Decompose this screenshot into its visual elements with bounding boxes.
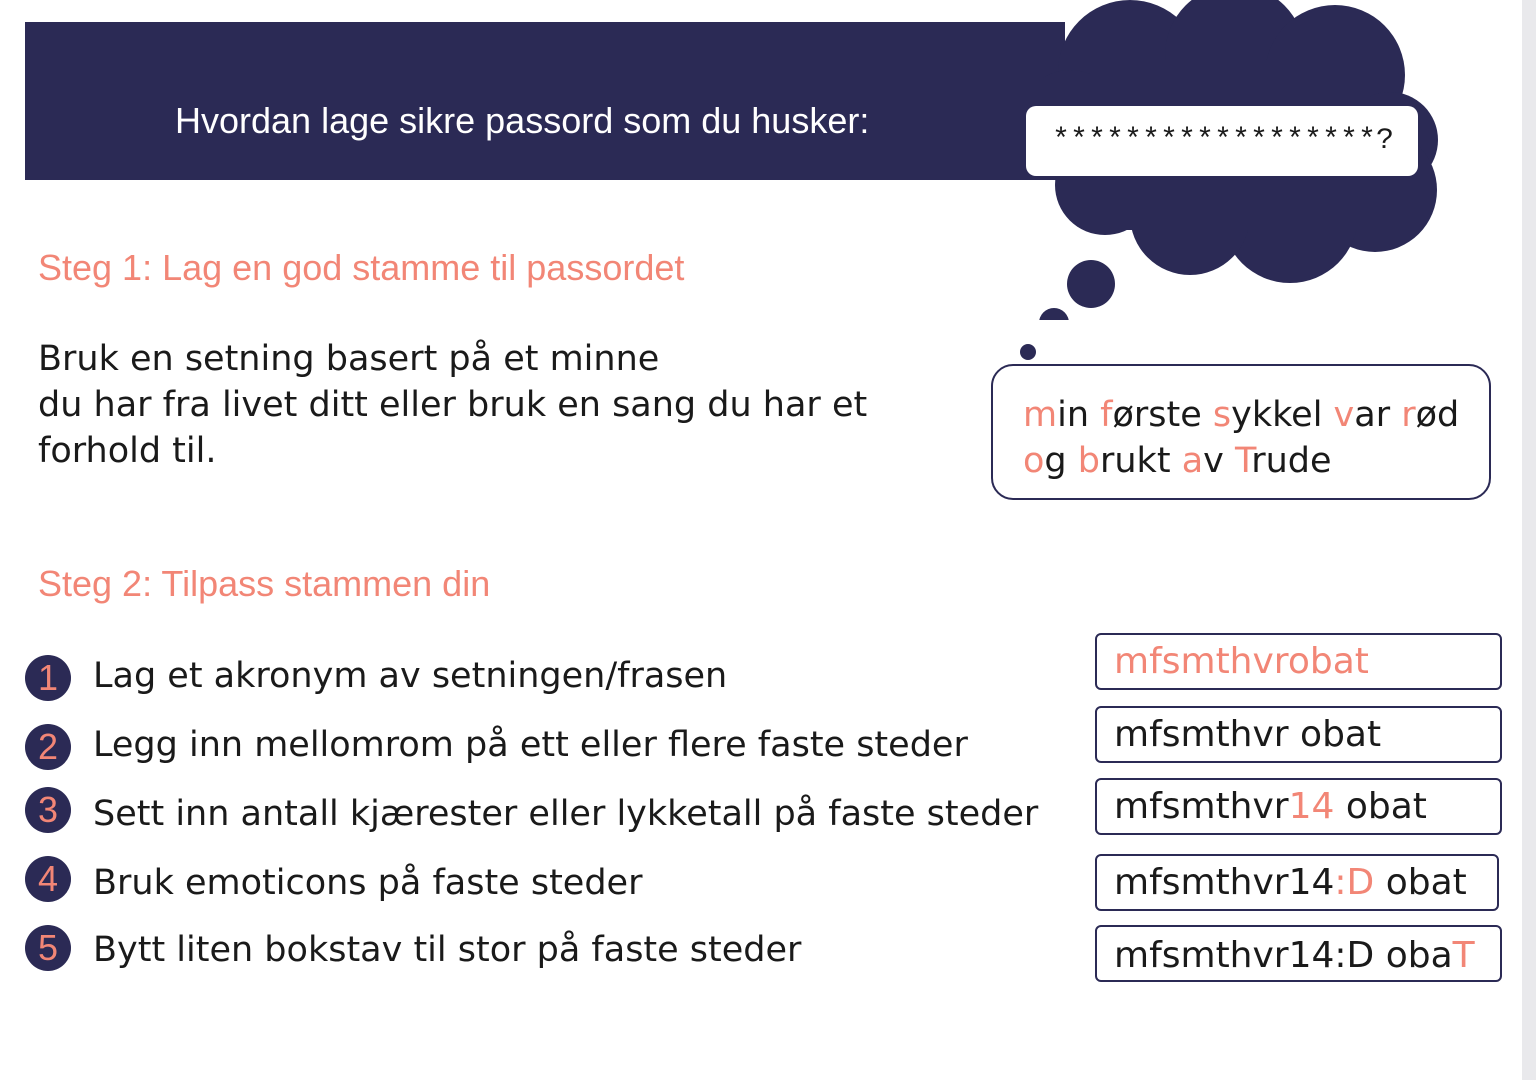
- masked-password: ******************?: [1026, 106, 1418, 176]
- step-number-badge: 2: [25, 724, 71, 770]
- step-label: Lag et akronym av setningen/frasen: [93, 656, 728, 696]
- step-label: Legg inn mellomrom på ett eller flere faste steder: [93, 725, 968, 765]
- password-segment: mfsmthvr obat: [1114, 714, 1382, 755]
- step-label: Bruk emoticons på faste steder: [93, 863, 643, 903]
- example-sentence-box: [991, 364, 1491, 500]
- word-rest: ød: [1415, 395, 1460, 435]
- window-edge: [1522, 0, 1536, 1080]
- password-segment: mfsmthvr14:D oba: [1114, 935, 1453, 976]
- word-rest: ykkel: [1231, 395, 1334, 435]
- word-rest: ørste: [1112, 395, 1213, 435]
- step-number-badge: 4: [25, 856, 71, 902]
- step1-heading: Steg 1: Lag en god stamme til passordet: [38, 247, 685, 288]
- initial-letter: o: [1023, 441, 1045, 481]
- word-rest: rude: [1251, 441, 1332, 481]
- page-title: Hvordan lage sikre passord som du husker:: [175, 100, 870, 141]
- example-sentence-line2: [1023, 438, 1489, 484]
- password-example-1: [1095, 633, 1502, 690]
- step-label: Sett inn antall kjærester eller lykketall på faste steder: [93, 794, 1039, 834]
- step-number-badge: 5: [25, 925, 71, 971]
- password-segment: mfsmthvrobat: [1114, 641, 1369, 682]
- initial-letter: T: [1234, 441, 1252, 481]
- initial-letter: b: [1077, 441, 1100, 481]
- thought-dot-small: [1018, 342, 1038, 362]
- description-line: forhold til.: [38, 431, 217, 471]
- description-line: Bruk en setning basert på et minne: [38, 339, 660, 379]
- step2-heading: Steg 2: Tilpass stammen din: [38, 563, 491, 604]
- word-rest: rukt: [1099, 441, 1182, 481]
- password-segment-highlight: :D: [1334, 862, 1375, 903]
- word-rest: v: [1203, 441, 1235, 481]
- password-segment: mfsmthvr: [1114, 786, 1289, 827]
- step-number-badge: 1: [25, 655, 71, 701]
- password-segment: obat: [1334, 786, 1427, 827]
- password-example-2: [1095, 706, 1502, 763]
- initial-letter: r: [1401, 395, 1416, 435]
- word-rest: ar: [1354, 395, 1402, 435]
- initial-letter: a: [1181, 441, 1204, 481]
- word-rest: g: [1044, 441, 1078, 481]
- title-banner: [25, 22, 1065, 180]
- password-example-3: [1095, 778, 1502, 835]
- password-segment-highlight: T: [1452, 935, 1475, 976]
- step1-description: [38, 336, 938, 474]
- example-sentence-line1: [1023, 392, 1489, 438]
- password-example-4: [1095, 854, 1499, 911]
- description-line: du har fra livet ditt eller bruk en sang du har et: [38, 385, 868, 425]
- initial-letter: v: [1333, 395, 1355, 435]
- password-example-5: [1095, 925, 1502, 982]
- word-rest: in: [1057, 395, 1101, 435]
- password-segment-highlight: 14: [1288, 786, 1335, 827]
- initial-letter: s: [1212, 395, 1232, 435]
- initial-letter: f: [1100, 395, 1113, 435]
- step-number-badge: 3: [25, 787, 71, 833]
- initial-letter: m: [1023, 395, 1058, 435]
- step-label: Bytt liten bokstav til stor på faste steder: [93, 930, 802, 970]
- password-segment: mfsmthvr14: [1114, 862, 1335, 903]
- password-segment: obat: [1374, 862, 1467, 903]
